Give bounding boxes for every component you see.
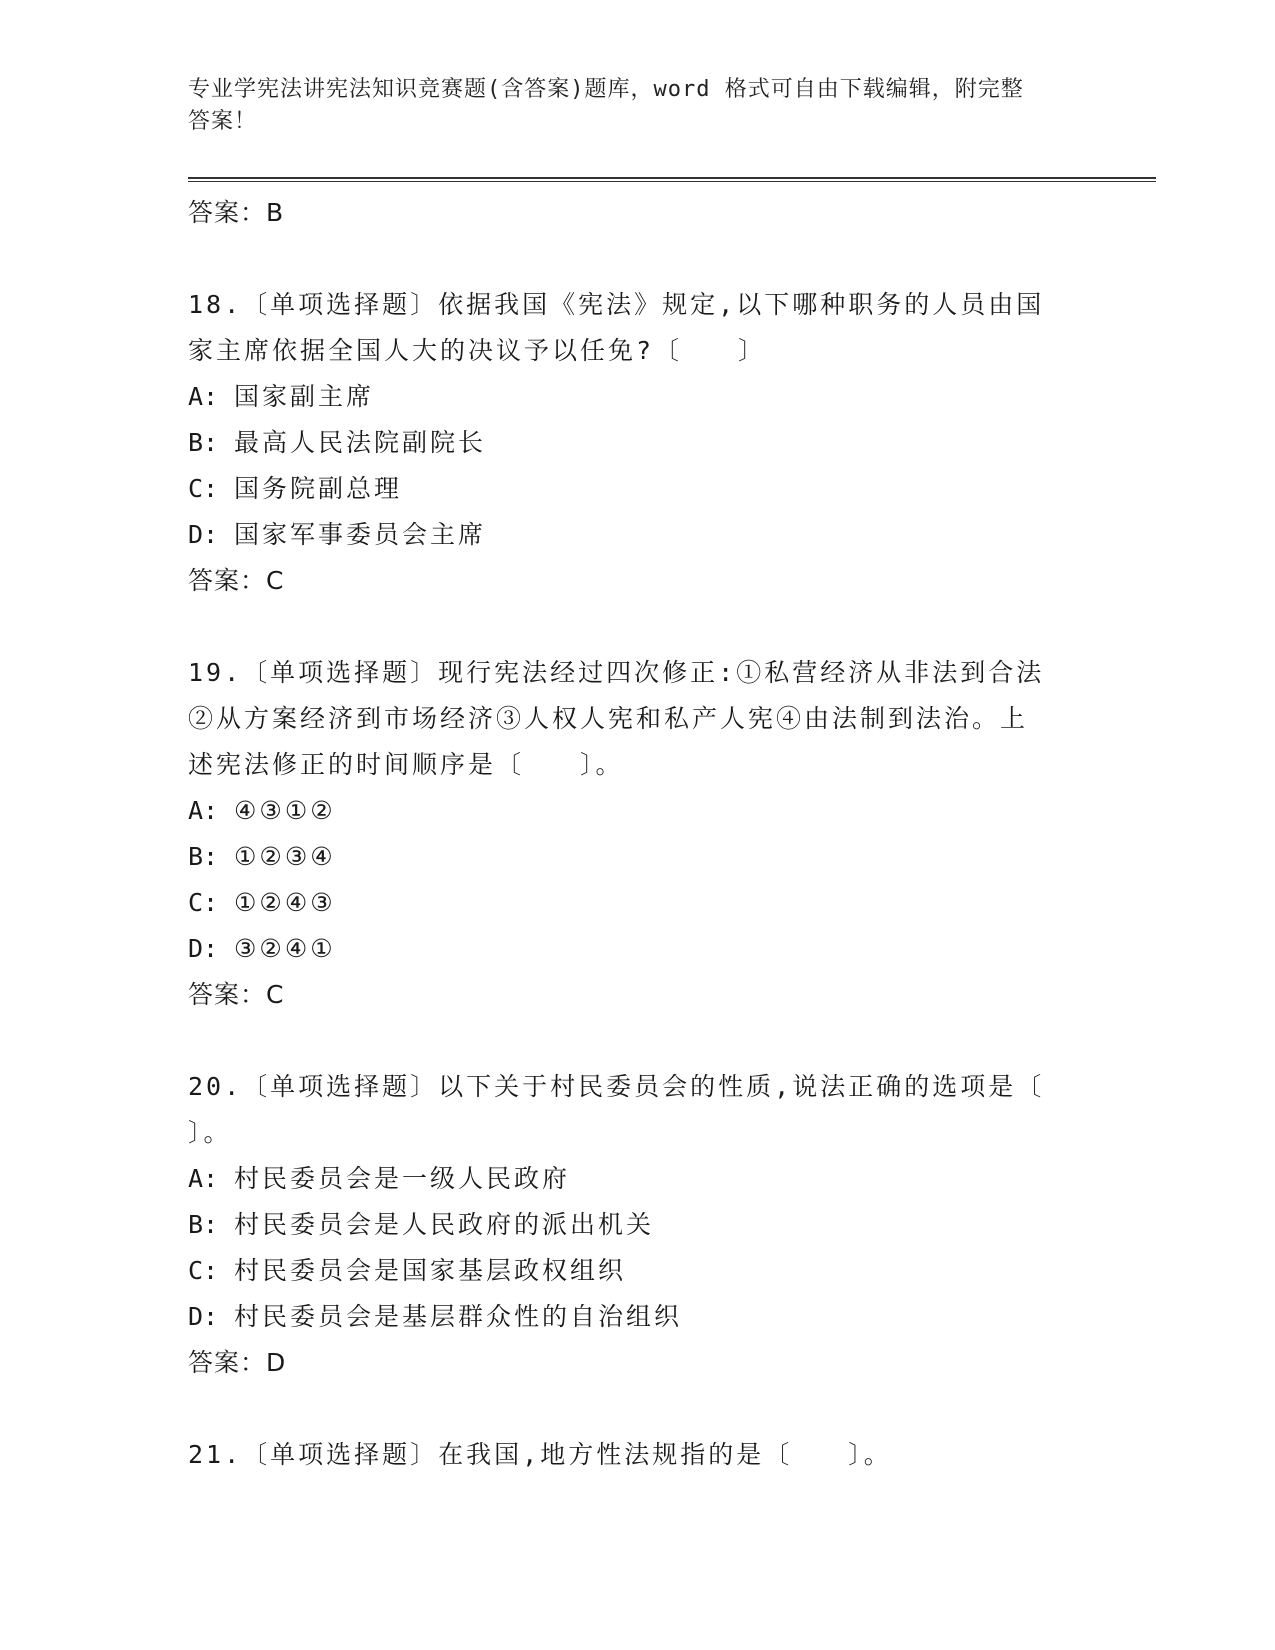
- header-divider: [188, 177, 1156, 182]
- option-key: C:: [188, 1256, 219, 1285]
- option-text: 国家副主席: [234, 382, 375, 411]
- answer: 答案：D: [188, 1348, 287, 1377]
- question-20: [188, 1064, 1068, 1386]
- option-key: D:: [188, 520, 219, 549]
- option-key: D:: [188, 1302, 219, 1331]
- option-text: 村民委员会是一级人民政府: [234, 1164, 571, 1193]
- option-text: 村民委员会是基层群众性的自治组织: [234, 1302, 683, 1331]
- option-a: [188, 788, 1068, 834]
- option-key: B:: [188, 1210, 219, 1239]
- question-text-line: 述宪法修正的时间顺序是〔 〕。: [188, 750, 624, 779]
- question-text-line: 19.〔单项选择题〕现行宪法经过四次修正:①私营经济从非法到合法: [188, 658, 1045, 687]
- question-text-line: ②从方案经济到市场经济③人权人宪和私产人宪④由法制到法治。上: [188, 704, 1029, 733]
- question-text-line: 21.〔单项选择题〕在我国,地方性法规指的是〔 〕。: [188, 1440, 892, 1469]
- option-a: [188, 1156, 1068, 1202]
- option-text: ④③①②: [234, 796, 336, 825]
- option-text: 国务院副总理: [234, 474, 403, 503]
- option-key: A:: [188, 1164, 219, 1193]
- option-d: [188, 1294, 1068, 1340]
- option-key: B:: [188, 428, 219, 457]
- question-text-line: 20.〔单项选择题〕以下关于村民委员会的性质,说法正确的选项是〔: [188, 1072, 1045, 1101]
- question-21: [188, 1432, 1068, 1478]
- option-key: C:: [188, 474, 219, 503]
- option-a: [188, 374, 1068, 420]
- option-c: [188, 880, 1068, 926]
- question-text-line: 〕。: [188, 1118, 232, 1147]
- page-header: [188, 74, 1068, 138]
- option-key: C:: [188, 888, 219, 917]
- option-d: [188, 926, 1068, 972]
- option-text: 最高人民法院副院长: [234, 428, 487, 457]
- option-b: [188, 1202, 1068, 1248]
- answer: 答案：C: [188, 566, 285, 595]
- document-body: [188, 190, 1068, 1478]
- option-text: 村民委员会是人民政府的派出机关: [234, 1210, 655, 1239]
- option-key: D:: [188, 934, 219, 963]
- question-text-line: 18.〔单项选择题〕依据我国《宪法》规定,以下哪种职务的人员由国: [188, 290, 1045, 319]
- option-d: [188, 512, 1068, 558]
- option-b: [188, 420, 1068, 466]
- question-19: [188, 650, 1068, 1018]
- option-key: A:: [188, 796, 219, 825]
- previous-answer: 答案：B: [188, 198, 285, 227]
- option-c: [188, 466, 1068, 512]
- option-text: 村民委员会是国家基层政权组织: [234, 1256, 627, 1285]
- answer: 答案：C: [188, 980, 285, 1009]
- spacer: [188, 236, 1068, 282]
- option-text: ③②④①: [234, 934, 336, 963]
- option-b: [188, 834, 1068, 880]
- option-c: [188, 1248, 1068, 1294]
- spacer: [188, 1386, 1068, 1432]
- option-text: ①②③④: [234, 842, 336, 871]
- option-key: A:: [188, 382, 219, 411]
- header-line-1: 专业学宪法讲宪法知识竞赛题(含答案)题库，word 格式可自由下载编辑，附完整: [188, 77, 1024, 102]
- option-text: ①②④③: [234, 888, 336, 917]
- question-18: [188, 282, 1068, 604]
- spacer: [188, 1018, 1068, 1064]
- option-key: B:: [188, 842, 219, 871]
- question-text-line: 家主席依据全国人大的决议予以任免?〔 〕: [188, 336, 767, 365]
- option-text: 国家军事委员会主席: [234, 520, 487, 549]
- header-line-2: 答案！: [188, 109, 258, 134]
- spacer: [188, 604, 1068, 650]
